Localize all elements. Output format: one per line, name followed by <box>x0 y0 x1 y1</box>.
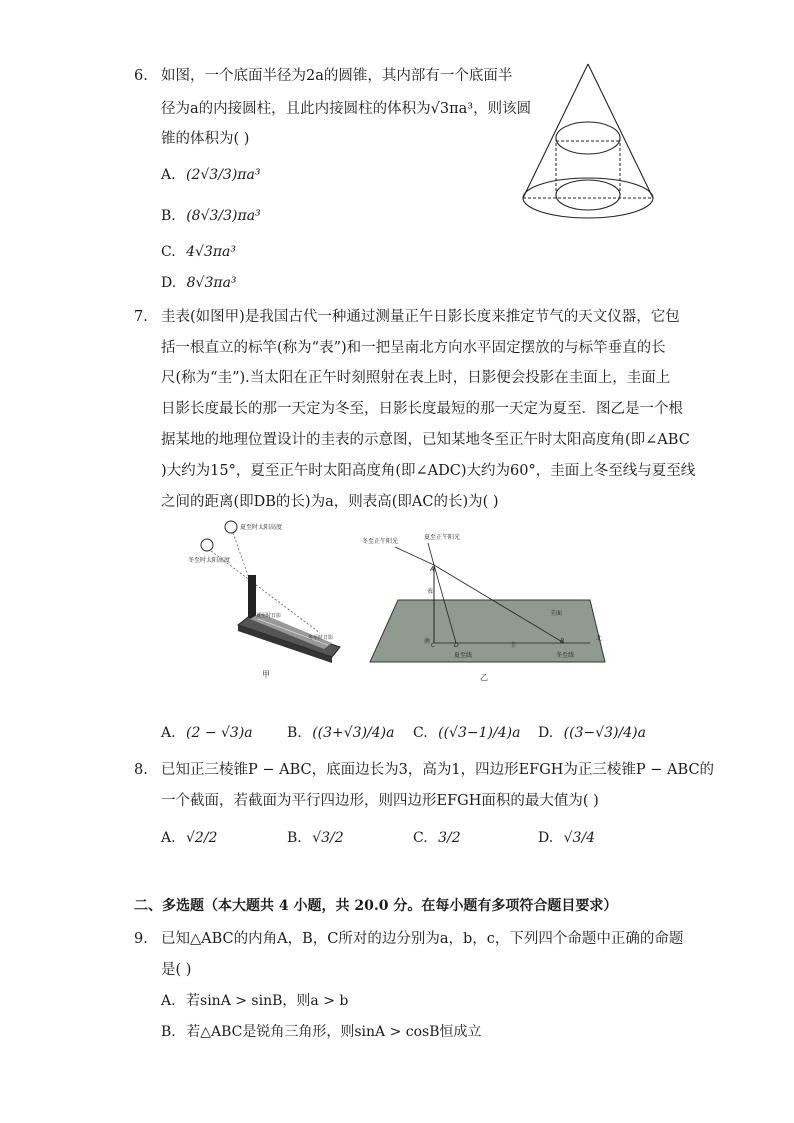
q7-text-line1: 圭表(如图甲)是我国古代一种通过测量正午日影长度来推定节气的天文仪器，它包 <box>161 309 680 325</box>
q6-text-line1: 如图，一个底面半径为2a的圆锥，其内部有一个底面半 <box>161 68 513 84</box>
yi-label-south: 南 <box>424 638 431 645</box>
q8-text-line2: 一个截面，若截面为平行四边形，则四边形EFGH面积的最大值为( ) <box>161 793 599 809</box>
q6-number: 6. <box>134 68 148 84</box>
q6-option-b[interactable] <box>161 206 261 226</box>
yi-label-biao: 表 <box>427 588 434 595</box>
q6-option-c[interactable] <box>161 242 236 262</box>
yi-caption: 乙 <box>480 673 488 682</box>
q9-number: 9. <box>134 931 148 947</box>
q6-option-c-text: 4√3πa³ <box>186 244 237 260</box>
q8-option-d[interactable] <box>538 828 595 848</box>
q8-option-b-text: √3/2 <box>312 830 344 846</box>
q8-option-a[interactable] <box>161 828 217 848</box>
q7-option-d-text: ((3−√3)/4)a <box>563 725 646 741</box>
q8-option-c-label: C. <box>413 830 428 846</box>
yi-label-north: 北 <box>596 635 603 642</box>
q6-option-d-text: 8√3πa³ <box>186 275 237 291</box>
q9-option-a[interactable] <box>161 991 348 1011</box>
q8-option-d-label: D. <box>538 830 554 846</box>
figure-yi <box>360 525 610 685</box>
q9-text-line1: 已知△ABC的内角A，B，C所对的边分别为a，b，c，下列四个命题中正确的命题 <box>161 931 684 947</box>
q9-option-b-label: B. <box>161 1024 176 1040</box>
yi-label-summer-line: 夏至线 <box>454 652 473 659</box>
jia-caption: 甲 <box>262 670 270 679</box>
q7-option-a-text: (2 − √3)a <box>186 725 253 741</box>
q6-option-c-label: C. <box>161 244 176 260</box>
yi-label-winter-line: 冬至线 <box>556 652 575 659</box>
q7-text-line3: 尺(称为“圭”).当太阳在正午时刻照射在表上时，日影便会投影在圭面上，圭面上 <box>161 370 671 386</box>
q8-option-a-text: √2/2 <box>186 830 218 846</box>
q8-option-b-label: B. <box>287 830 302 846</box>
q7-text-line2: 括一根直立的标竿(称为“表”)和一把呈南北方向水平固定摆放的与标竿垂直的长 <box>161 340 666 356</box>
cone-cylinder-figure <box>518 60 658 225</box>
q6-option-d[interactable] <box>161 273 237 293</box>
q7-option-a[interactable] <box>161 723 253 743</box>
q7-number: 7. <box>134 309 148 325</box>
q7-text-line4: 日影长度最长的那一天定为冬至，日影长度最短的那一天定为夏至．图乙是一个根 <box>161 401 683 417</box>
q9-option-a-label: A. <box>161 993 176 1009</box>
q9-text-line2: 是( ) <box>161 962 192 978</box>
figure-jia <box>180 515 360 685</box>
jia-label-summer-shadow: 夏至时日影 <box>256 613 282 619</box>
yi-point-c: C <box>431 642 436 649</box>
q8-text-line1: 已知正三棱锥P − ABC，底面边长为3，高为1，四边形EFGH为正三棱锥P − ABC的 <box>161 762 715 778</box>
q8-option-b[interactable] <box>287 828 344 848</box>
yi-label-winter-sun: 冬至正午阳光 <box>362 538 399 545</box>
q7-option-c-label: C. <box>413 725 428 741</box>
yi-point-a: A <box>430 566 435 573</box>
q6-option-a[interactable] <box>161 165 260 185</box>
yi-point-b: B <box>560 638 565 645</box>
jia-label-winter-shadow: 冬至时日影 <box>308 635 334 641</box>
q6-option-b-text: (8√3/3)πa³ <box>186 208 261 224</box>
q6-option-b-label: B. <box>161 208 176 224</box>
q7-text-line6: )大约为15°，夏至正午时太阳高度角(即∠ADC)大约为60°，圭面上冬至线与夏至线 <box>161 463 696 479</box>
q7-option-c[interactable] <box>413 723 520 743</box>
q6-text-line2: 径为a的内接圆柱，且此内接圆柱的体积为√3πa³，则该圆 <box>161 101 532 117</box>
yi-label-summer-sun: 夏至正午阳光 <box>424 534 461 541</box>
q7-option-b-label: B. <box>287 725 302 741</box>
q7-text-line5: 据某地的地理位置设计的圭表的示意图，已知某地冬至正午时太阳高度角(即∠ABC <box>161 432 690 448</box>
q7-option-d[interactable] <box>538 723 646 743</box>
jia-label-summer: 夏至时太阳高度 <box>240 524 283 531</box>
q6-text-line3: 锥的体积为( ) <box>161 131 250 147</box>
q7-option-b-text: ((3+√3)/4)a <box>312 725 395 741</box>
q7-option-a-label: A. <box>161 725 176 741</box>
q8-number: 8. <box>134 762 148 778</box>
q7-option-b[interactable] <box>287 723 395 743</box>
q9-option-b-text: 若△ABC是锐角三角形，则sinA > cosB恒成立 <box>186 1024 482 1040</box>
jia-label-winter: 冬至时太阳高度 <box>188 557 231 564</box>
yi-point-d: D <box>454 642 459 649</box>
q8-option-d-text: √3/4 <box>563 830 596 846</box>
q8-option-a-label: A. <box>161 830 176 846</box>
section-multi-choice-title: 二、多选题（本大题共 4 小题，共 20.0 分。在每小题有多项符合题目要求） <box>134 898 618 914</box>
yi-label-gui: 圭 <box>510 642 517 649</box>
q6-option-a-label: A. <box>161 167 176 183</box>
q7-option-c-text: ((√3−1)/4)a <box>438 725 521 741</box>
q9-option-b[interactable] <box>161 1022 482 1042</box>
q8-option-c-text: 3/2 <box>438 830 461 846</box>
q6-option-a-text: (2√3/3)πa³ <box>186 167 261 183</box>
yi-label-guimian: 圭面 <box>550 610 563 617</box>
q8-option-c[interactable] <box>413 828 461 848</box>
q9-option-a-text: 若sinA > sinB，则a > b <box>186 993 349 1009</box>
q6-option-d-label: D. <box>161 275 177 291</box>
q7-text-line7: 之间的距离(即DB的长)为a，则表高(即AC的长)为( ) <box>161 494 499 510</box>
q7-option-d-label: D. <box>538 725 554 741</box>
